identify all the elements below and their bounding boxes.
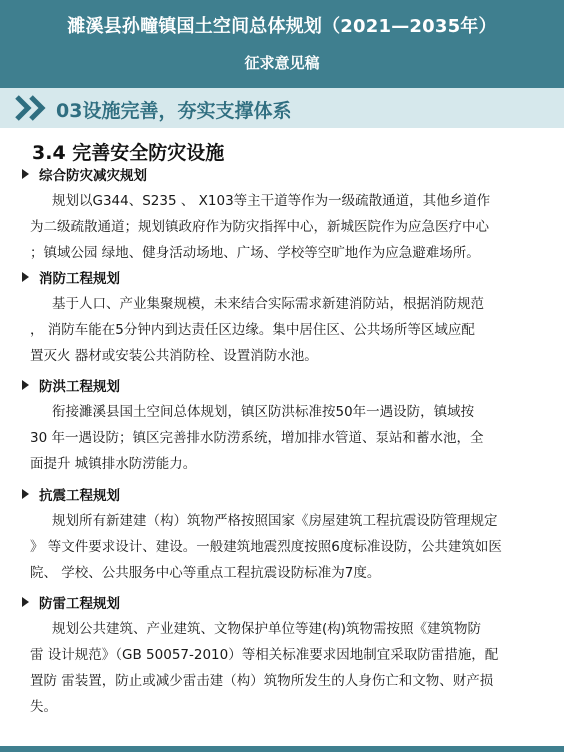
paragraph-line: ；镇域公园 绿地、健身活动场地、广场、学校等空旷地作为应急避难场所。 — [30, 245, 480, 261]
item-heading — [22, 375, 120, 395]
page-header — [0, 0, 564, 88]
item-heading-text: 防雷工程规划 — [39, 596, 120, 612]
paragraph-line: 衔接濉溪县国土空间总体规划，镇区防洪标准按50年一遇设防，镇域按 — [52, 404, 475, 420]
paragraph-line: 30 年一遇设防；镇区完善排水防涝系统，增加排水管道、泵站和蓄水池，全 — [30, 430, 484, 446]
bullet-arrow-icon — [22, 272, 29, 282]
item-heading — [22, 267, 120, 287]
paragraph-line: 面提升 城镇排水防涝能力。 — [30, 456, 197, 472]
item-heading — [22, 484, 120, 504]
paragraph-line: 置防 雷装置，防止或减少雷击建（构）筑物所发生的人身伤亡和文物、财产损 — [30, 673, 494, 689]
item-heading-text: 防洪工程规划 — [39, 379, 120, 395]
item-heading — [22, 592, 120, 612]
item-heading-text: 消防工程规划 — [39, 271, 120, 287]
double-chevron-right-icon — [14, 94, 48, 122]
paragraph-line: 雷 设计规范》（GB 50057-2010）等相关标准要求因地制宜采取防雷措施，配 — [30, 647, 499, 663]
item-heading-text: 抗震工程规划 — [39, 488, 120, 504]
bottom-rule — [0, 746, 564, 752]
paragraph-line: ， 消防车能在5分钟内到达责任区边缘。集中居住区、公共场所等区域应配 — [30, 322, 475, 338]
paragraph-line: 规划以G344、S235 、 X103等主干道等作为一级疏散通道，其他乡道作 — [52, 193, 491, 209]
paragraph-line: 院、 学校、公共服务中心等重点工程抗震设防标准为7度。 — [30, 565, 381, 581]
paragraph-line: 为二级疏散通道；规划镇政府作为防灾指挥中心，新城医院作为应急医疗中心 — [30, 219, 489, 235]
paragraph-line: 规划公共建筑、产业建筑、文物保护单位等建(构)筑物需按照《建筑物防 — [52, 621, 482, 637]
bullet-arrow-icon — [22, 597, 29, 607]
document-subtitle: 征求意见稿 — [244, 54, 320, 72]
paragraph-line: 失。 — [30, 699, 57, 715]
item-heading — [22, 164, 147, 184]
document-title: 濉溪县孙疃镇国土空间总体规划（2021—2035年） — [67, 16, 497, 37]
section-title: 03设施完善，夯实支撑体系 — [56, 100, 292, 122]
paragraph-line: 规划所有新建建（构）筑物严格按照国家《房屋建筑工程抗震设防管理规定 — [52, 513, 498, 529]
section-bar — [0, 88, 564, 128]
bullet-arrow-icon — [22, 489, 29, 499]
paragraph-line: 置灭火 器材或安装公共消防栓、设置消防水池。 — [30, 348, 318, 364]
bullet-arrow-icon — [22, 169, 29, 179]
paragraph-line: 》 等文件要求设计、建设。一般建筑地震烈度按照6度标准设防，公共建筑如医 — [30, 539, 502, 555]
paragraph-line: 基于人口、产业集聚规模，未来结合实际需求新建消防站，根据消防规范 — [52, 296, 484, 312]
bullet-arrow-icon — [22, 380, 29, 390]
subsection-title: 3.4 完善安全防灾设施 — [32, 142, 225, 164]
item-heading-text: 综合防灾减灾规划 — [39, 168, 147, 184]
